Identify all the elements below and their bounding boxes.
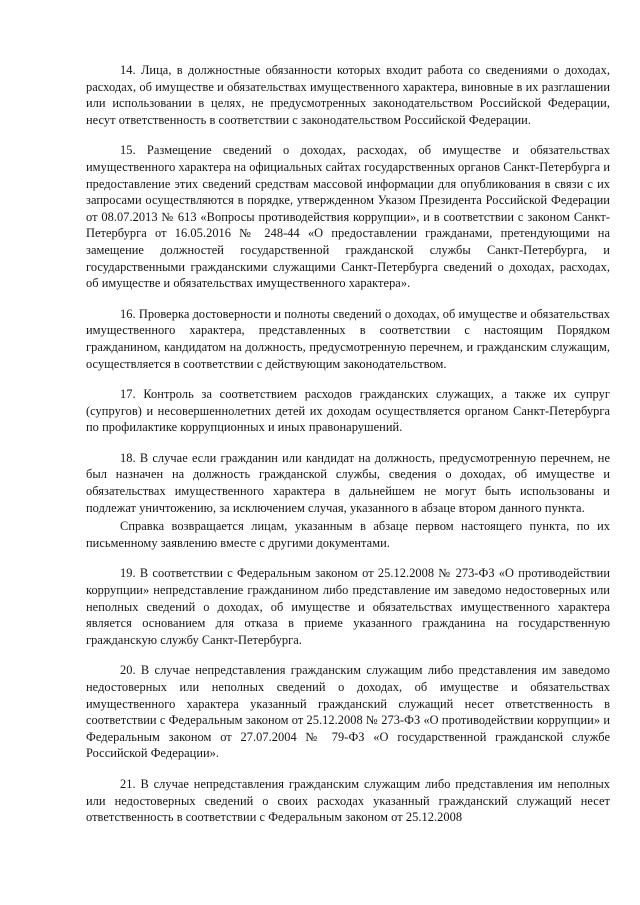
- paragraph-spacer: [86, 372, 610, 386]
- paragraph-17: 17. Контроль за соответствием расходов гражданских служащих, а также их супруг (супругов) и несовершеннолетних детей их доходам осуществляется органом Санкт-Петербурга по профилактике коррупционных и иных правонарушений.: [86, 387, 610, 435]
- paragraph-20: 20. В случае непредставления гражданским служащим либо представления им заведомо недостоверных или неполных сведений о доходах, об имуществе и обязательствах имущественного характера указанный гражданский служащий несет ответственность в соответствии с Федеральным законом от 25.12.2008 № 273-ФЗ «О противодействии коррупции» и Федеральным законом от 27.07.2004 № 79-ФЗ «О государственной гражданской службе Российской Федерации».: [86, 663, 610, 761]
- paragraph-spacer: [86, 551, 610, 565]
- paragraph-spacer: [86, 436, 610, 450]
- paragraph-21: 21. В случае непредставления гражданским служащим либо представления им неполных или недостоверных сведений о своих расходах указанный гражданский служащий несет ответственность в соответствии с Федеральным законом от 25.12.2008: [86, 776, 610, 825]
- paragraph-spacer: [86, 648, 610, 662]
- paragraph-19: 19. В соответствии с Федеральным законом от 25.12.2008 № 273-ФЗ «О противодействии коррупции» непредставление гражданином либо представление им заведомо недостоверных или неполных сведений о доходах, об имуществе и обязательствах имущественного характера является основанием для отказа в приеме указанного гражданина на государственную гражданскую службу Санкт-Петербурга.: [86, 566, 610, 647]
- paragraph-18: 18. В случае если гражданин или кандидат на должность, предусмотренную перечнем, не был назначен на должность гражданской службы, сведения о доходах, об имуществе и обязательствах имущественного характера в дальнейшем не могут быть использованы и подлежат уничтожению, за исключением случая, указанного в абзаце втором данного пункта.: [86, 450, 610, 515]
- paragraph-spacer: [86, 292, 610, 306]
- paragraph-spacer: [86, 128, 610, 142]
- paragraph-15: 15. Размещение сведений о доходах, расходах, об имуществе и обязательствах имущественного характера на официальных сайтах государственных органов Санкт-Петербурга и предоставление этих сведений средствам массовой информации для опубликования в связи с их запросами осуществляются в порядке, утвержденном Указом Президента Российской Федерации от 08.07.2013 № 613 «Вопросы противодействия коррупции», и в соответствии с законом Санкт-Петербурга от 16.05.2016 № 248-44 «О предоставлении гражданами, претендующими на замещение должностей государственной гражданской службы Санкт-Петербурга, и государственными гражданскими служащими Санкт-Петербурга сведений о доходах, расходах, об имуществе и обязательствах имущественного характера».: [86, 143, 610, 291]
- paragraph-16: 16. Проверка достоверности и полноты сведений о доходах, об имуществе и обязательствах имущественного характера, представленных в соответствии с настоящим Порядком гражданином, кандидатом на должность, предусмотренную перечнем, и гражданским служащим, осуществляется в соответствии с действующим законодательством.: [86, 306, 610, 371]
- paragraph-18-note: Справка возвращается лицам, указанным в абзаце первом настоящего пункта, по их письменному заявлению вместе с другими документами.: [86, 519, 610, 550]
- paragraph-spacer: [86, 762, 610, 776]
- paragraph-14: 14. Лица, в должностные обязанности которых входит работа со сведениями о доходах, расходах, об имуществе и обязательствах имущественного характера, виновные в их разглашении или использовании в целях, не предусмотренных законодательством Российской Федерации, несут ответственность в соответствии с законодательством Российской Федерации.: [86, 63, 610, 127]
